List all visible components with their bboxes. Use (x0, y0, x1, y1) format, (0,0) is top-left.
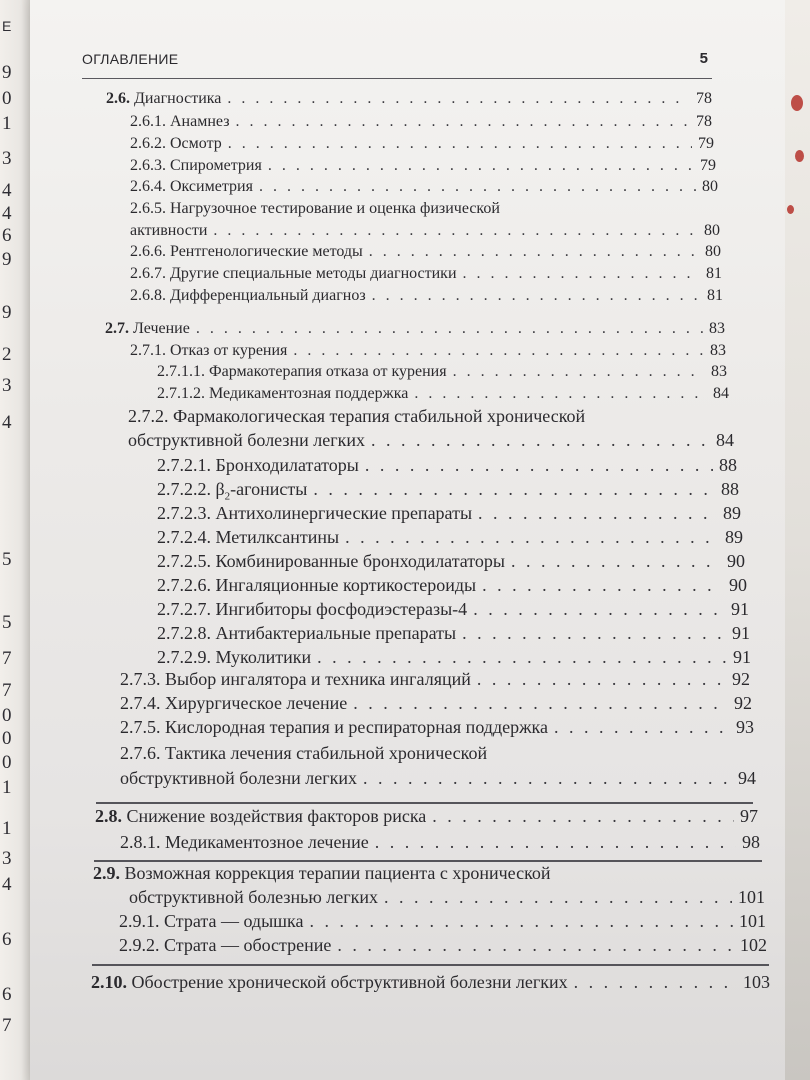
prev-page-glyph: 0 (2, 705, 12, 726)
page-ref: 89 (725, 527, 743, 547)
section-divider (94, 860, 762, 862)
leader-dots (473, 599, 725, 620)
leader-dots (453, 363, 705, 381)
entry-text-pre: 2.7.2.2. β (157, 479, 225, 499)
prev-page-glyph: 6 (2, 225, 12, 246)
leader-dots (293, 342, 704, 360)
toc-entry-2-8[interactable] (95, 806, 758, 827)
leader-dots (227, 90, 690, 108)
toc-entry-2-6-3[interactable] (130, 157, 716, 175)
prev-page-glyph: 6 (2, 929, 12, 950)
section-title: Снижение воздействия факторов риска (126, 806, 427, 826)
toc-entry-2-6-5-line2[interactable] (130, 222, 720, 240)
toc-entry-2-9-2[interactable] (119, 935, 767, 956)
entry-text-post: -агонисты (230, 479, 308, 499)
page-ref: 91 (732, 623, 750, 643)
prev-page-glyph: 0 (2, 88, 12, 109)
entry-text: 2.9.2. Страта — обострение (119, 935, 332, 955)
prev-page-glyph: 7 (2, 1015, 12, 1036)
toc-entry-2-7-3[interactable] (120, 669, 750, 690)
section-title: Возможная коррекция терапии пациента с хронической (124, 863, 551, 883)
page-ref: 101 (739, 911, 766, 931)
page-ref: 84 (716, 430, 734, 450)
page-ref: 78 (696, 113, 712, 130)
toc-entry-2-6-6[interactable] (130, 243, 721, 261)
entry-text: 2.6.2. Осмотр (130, 135, 222, 152)
leader-dots (345, 527, 719, 548)
leader-dots (259, 178, 696, 196)
prev-page-glyph: 1 (2, 113, 12, 134)
page-ref: 92 (734, 693, 752, 713)
prev-page-glyph: 6 (2, 984, 12, 1005)
leader-dots (375, 832, 736, 853)
entry-text: активности (130, 222, 208, 239)
entry-text: 2.7.2.5. Комбинированные бронходилататоры (157, 551, 506, 571)
entry-text: 2.7.1.2. Медикаментозная поддержка (157, 385, 409, 402)
leader-dots (213, 222, 698, 240)
prev-page-glyph: 4 (2, 203, 12, 224)
leader-dots (337, 935, 734, 956)
leader-dots (313, 479, 715, 500)
toc-entry-2-7-4[interactable] (120, 693, 752, 714)
leader-dots (310, 911, 733, 932)
leader-dots (372, 287, 701, 305)
toc-entry-2-6-7[interactable] (130, 265, 722, 283)
section-number: 2.9. (93, 863, 120, 883)
toc-entry-2-6-1[interactable] (130, 113, 712, 131)
page-ref: 80 (705, 243, 721, 260)
page-ref: 83 (711, 363, 727, 380)
page-ref: 80 (704, 222, 720, 239)
prev-page-glyph: 4 (2, 874, 12, 895)
toc-entry-2-6-2[interactable] (130, 135, 714, 153)
prev-page-glyph: 4 (2, 412, 12, 433)
entry-text: 2.9.1. Страта — одышка (119, 911, 304, 931)
prev-page-glyph: 0 (2, 728, 12, 749)
entry-text: обструктивной болезни легких (128, 430, 365, 450)
section-title: Лечение (133, 320, 190, 337)
toc-entry-2-6-8[interactable] (130, 287, 723, 305)
page-ref: 83 (709, 320, 725, 337)
section-number: 2.7. (105, 320, 129, 337)
entry-text: 2.7.2.7. Ингибиторы фосфодиэстеразы-4 (157, 599, 468, 619)
toc-entry-2-6[interactable] (106, 90, 712, 108)
prev-page-glyph: 5 (2, 612, 12, 633)
toc-entry-2-7-2-4[interactable] (157, 527, 743, 548)
toc-entry-2-7-1[interactable] (130, 342, 726, 360)
page-ref: 102 (740, 935, 767, 955)
page-ref: 80 (702, 178, 718, 195)
prev-page-glyph: 1 (2, 818, 12, 839)
entry-text: 2.7.2.3. Антихолинергические препараты (157, 503, 473, 523)
entry-text (157, 479, 307, 503)
leader-dots (414, 385, 707, 403)
leader-dots (478, 503, 717, 524)
toc-entry-2-7-1-2[interactable] (157, 385, 729, 403)
page-ref: 88 (721, 479, 739, 499)
page-ref: 88 (719, 455, 737, 475)
toc-entry-2-7[interactable] (105, 320, 725, 338)
prev-page-glyph: 4 (2, 180, 12, 201)
page-ref: 84 (713, 385, 729, 402)
prev-page-glyph: 2 (2, 344, 12, 365)
toc-entry-2-7-2-3[interactable] (157, 503, 741, 524)
toc-entry-2-7-2-9[interactable] (157, 647, 751, 668)
prev-page-glyph: 7 (2, 648, 12, 669)
entry-text: обструктивной болезни легких (120, 768, 357, 788)
page-ref: 92 (732, 669, 750, 689)
prev-page-glyph: 3 (2, 848, 12, 869)
leader-dots (268, 157, 694, 175)
entry-text: 2.7.2.6. Ингаляционные кортикостероиды (157, 575, 477, 595)
leader-dots (196, 320, 703, 338)
prev-page-glyph: 7 (2, 680, 12, 701)
leader-dots (477, 669, 726, 690)
toc-entry-2-7-2-1[interactable] (157, 455, 737, 476)
toc-entry-2-7-2-line1[interactable]: 2.7.2. Фармакологическая терапия стабильной хронической (128, 406, 586, 426)
section-number: 2.6. (106, 90, 130, 107)
entry-text: 2.6.8. Дифференциальный диагноз (130, 287, 366, 304)
section-divider (96, 802, 753, 804)
leader-dots (236, 113, 690, 131)
entry-text: 2.7.2.9. Муколитики (157, 647, 312, 667)
prev-page-glyph: 1 (2, 777, 12, 798)
entry-text: 2.6.7. Другие специальные методы диагностики (130, 265, 457, 282)
toc-entry-2-8-1[interactable] (120, 832, 760, 853)
page-ref: 90 (729, 575, 747, 595)
leader-dots (463, 265, 700, 283)
toc-entry-2-7-2-5[interactable] (157, 551, 745, 572)
page-ref: 78 (696, 90, 712, 107)
toc-entry-2-9-line2[interactable] (129, 887, 765, 908)
page-ref: 98 (742, 832, 760, 852)
entry-text: 2.7.3. Выбор ингалятора и техника ингаляций (120, 669, 471, 689)
toc-entry-2-7-2-line2[interactable] (128, 430, 734, 451)
toc-entry-2-7-6-line2[interactable] (120, 768, 756, 789)
entry-text: 2.7.1.1. Фармакотерапия отказа от курения (157, 363, 447, 380)
toc-entry-2-9-line1[interactable] (93, 863, 551, 884)
leader-dots (511, 551, 721, 572)
leader-dots (369, 243, 699, 261)
entry-text: обструктивной болезнью легких (129, 887, 379, 907)
toc-entry-2-6-5-line1[interactable]: 2.6.5. Нагрузочное тестирование и оценка физической (130, 200, 500, 217)
entry-text: 2.6.3. Спирометрия (130, 157, 262, 174)
entry-text: 2.6.6. Рентгенологические методы (130, 243, 363, 260)
entry-text: 2.7.5. Кислородная терапия и респираторная поддержка (120, 717, 549, 737)
toc-entry-2-7-5[interactable] (120, 717, 754, 738)
prev-page-glyph: 0 (2, 752, 12, 773)
leader-dots (371, 430, 710, 451)
leader-dots (317, 647, 727, 668)
leader-dots (432, 806, 734, 827)
toc-entry-2-7-2-7[interactable] (157, 599, 749, 620)
section-divider (92, 964, 769, 966)
leader-dots (462, 623, 726, 644)
toc-entry-2-7-2-2[interactable] (157, 479, 739, 503)
section-number: 2.8. (95, 806, 122, 826)
prev-page-glyph: 5 (2, 549, 12, 570)
entry-text: 2.7.1. Отказ от курения (130, 342, 288, 359)
leader-dots (574, 972, 737, 993)
prev-page-glyph: 9 (2, 62, 12, 83)
page-ref: 79 (700, 157, 716, 174)
leader-dots (384, 887, 732, 908)
page-ref: 81 (706, 265, 722, 282)
page-ref: 93 (736, 717, 754, 737)
entry-text: 2.7.2.4. Метилксантины (157, 527, 340, 547)
entry-text: 2.8.1. Медикаментозное лечение (120, 832, 369, 852)
leader-dots (363, 768, 732, 789)
leader-dots (482, 575, 723, 596)
toc-entry-2-6-4[interactable] (130, 178, 718, 196)
prev-page-glyph: Е (2, 18, 12, 34)
page-ref: 101 (738, 887, 765, 907)
leader-dots (228, 135, 692, 153)
prev-page-glyph: 3 (2, 148, 12, 169)
page-ref: 81 (707, 287, 723, 304)
prev-page-glyph: 3 (2, 375, 12, 396)
entry-text: 2.7.2.1. Бронходилататоры (157, 455, 359, 475)
section-title: Диагностика (134, 90, 222, 107)
toc-entry-2-7-2-6[interactable] (157, 575, 747, 596)
header-page-number: 5 (699, 50, 708, 67)
prev-page-glyph: 9 (2, 249, 12, 270)
entry-text: 2.7.2.8. Антибактериальные препараты (157, 623, 457, 643)
leader-dots (365, 455, 713, 476)
toc-entry-2-7-1-1[interactable] (157, 363, 727, 381)
section-title: Обострение хронической обструктивной болезни легких (131, 972, 568, 992)
leader-dots (554, 717, 730, 738)
section-number: 2.10. (91, 972, 127, 992)
page-ref: 91 (733, 647, 751, 667)
page-ref: 94 (738, 768, 756, 788)
toc-entry-2-7-6-line1[interactable]: 2.7.6. Тактика лечения стабильной хронической (120, 743, 488, 763)
leader-dots (353, 693, 728, 714)
toc-entry-2-7-2-8[interactable] (157, 623, 750, 644)
page-ref: 83 (710, 342, 726, 359)
subscript: 2 (224, 490, 231, 503)
prev-page-glyph: 9 (2, 302, 12, 323)
toc-entry-2-10[interactable] (91, 972, 770, 993)
page-ref: 79 (698, 135, 714, 152)
entry-text: 2.7.4. Хирургическое лечение (120, 693, 348, 713)
page-ref: 97 (740, 806, 758, 826)
toc-entry-2-9-1[interactable] (119, 911, 766, 932)
entry-text: 2.6.1. Анамнез (130, 113, 230, 130)
page-ref: 103 (743, 972, 770, 992)
entry-text: 2.6.4. Оксиметрия (130, 178, 253, 195)
page-ref: 89 (723, 503, 741, 523)
header-title: ОГЛАВЛЕНИЕ (82, 51, 179, 67)
page-ref: 90 (727, 551, 745, 571)
page-ref: 91 (731, 599, 749, 619)
